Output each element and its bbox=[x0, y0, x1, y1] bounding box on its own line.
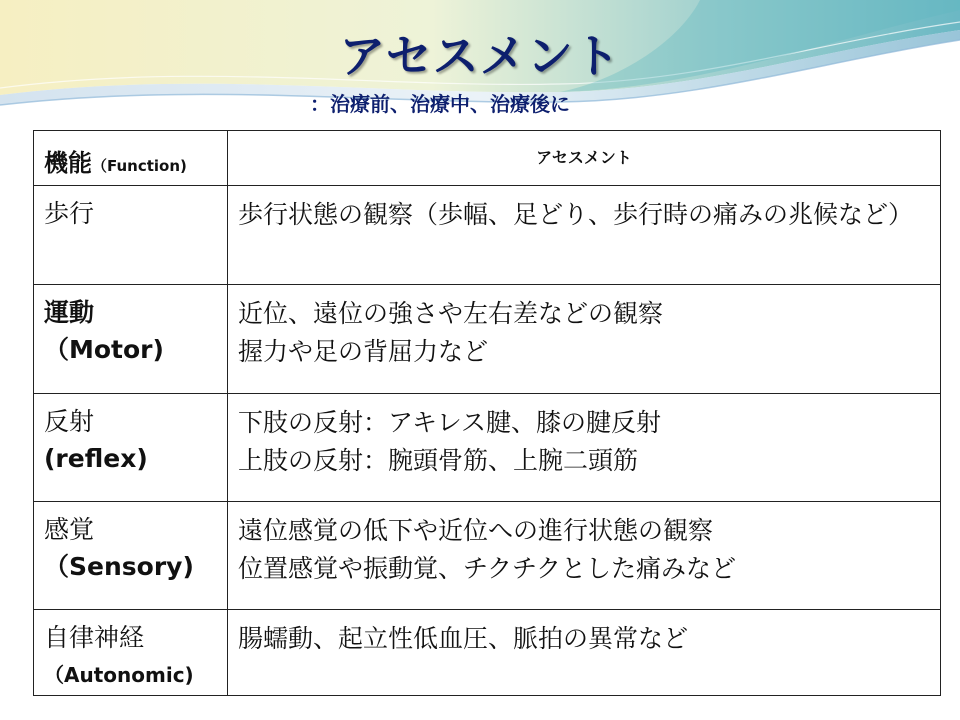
function-cell bbox=[34, 610, 228, 696]
slide-subtitle: ：治療前、治療中、治療後に bbox=[310, 92, 570, 116]
assessment-cell bbox=[228, 394, 941, 502]
function-cell bbox=[34, 186, 228, 285]
assessment-line: 歩行状態の観察（歩幅、足どり、歩行時の痛みの兆候など） bbox=[238, 200, 914, 229]
function-en: （Motor) bbox=[44, 335, 164, 364]
assessment-cell bbox=[228, 502, 941, 610]
header-function-jp: 機能 bbox=[44, 149, 92, 177]
table-header-row bbox=[34, 131, 941, 186]
function-jp: 反射 bbox=[44, 407, 95, 436]
header-assessment-label: アセスメント bbox=[536, 148, 632, 167]
function-jp: 運動 bbox=[44, 298, 95, 327]
function-cell bbox=[34, 502, 228, 610]
header-function-cell bbox=[34, 131, 228, 186]
function-cell bbox=[34, 285, 228, 394]
function-en: (reflex) bbox=[44, 444, 148, 473]
assessment-cell bbox=[228, 610, 941, 696]
assessment-line: 近位、遠位の強さや左右差などの観察 bbox=[238, 299, 664, 328]
header-function-en: （Function) bbox=[92, 157, 187, 175]
table-row bbox=[34, 610, 941, 696]
assessment-line: 上肢の反射：腕頭骨筋、上腕二頭筋 bbox=[238, 446, 639, 475]
function-jp: 自律神経 bbox=[44, 623, 145, 652]
assessment-cell bbox=[228, 186, 941, 285]
function-jp: 歩行 bbox=[44, 199, 95, 228]
assessment-cell bbox=[228, 285, 941, 394]
assessment-line: 握力や足の背屈力など bbox=[238, 337, 489, 366]
function-en: （Autonomic) bbox=[44, 663, 194, 687]
assessment-line: 位置感覚や振動覚、チクチクとした痛みなど bbox=[238, 554, 737, 583]
function-en: （Sensory) bbox=[44, 552, 194, 581]
assessment-line: 遠位感覚の低下や近位への進行状態の観察 bbox=[238, 516, 714, 545]
assessment-line: 下肢の反射：アキレス腱、膝の腱反射 bbox=[238, 408, 662, 437]
header-assessment-cell bbox=[228, 131, 941, 186]
function-jp: 感覚 bbox=[44, 515, 95, 544]
table-row bbox=[34, 285, 941, 394]
assessment-line: 腸蠕動、起立性低血圧、脈拍の異常など bbox=[238, 624, 689, 653]
function-cell bbox=[34, 394, 228, 502]
slide-title: アセスメント bbox=[339, 29, 621, 83]
table-row bbox=[34, 186, 941, 285]
table-row bbox=[34, 502, 941, 610]
assessment-table bbox=[33, 130, 941, 696]
table-row bbox=[34, 394, 941, 502]
